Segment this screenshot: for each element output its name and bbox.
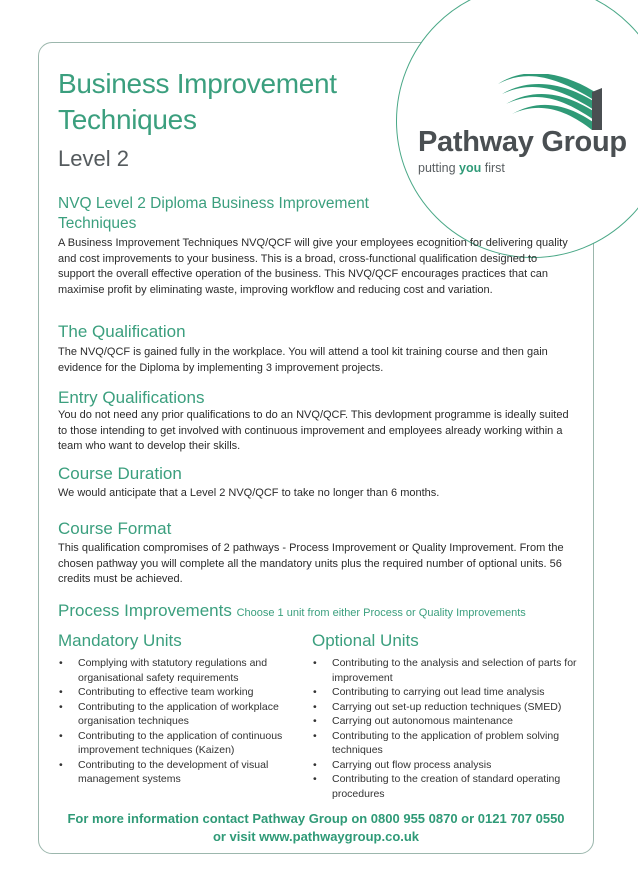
optional-units-list: [312, 656, 580, 801]
section-heading-duration: Course Duration: [58, 464, 182, 483]
section-body-duration: We would anticipate that a Level 2 NVQ/QCF to take no longer than 6 months.: [58, 487, 440, 499]
list-item: • Contributing to carrying out lead time analysis: [312, 685, 580, 700]
section-body-entry: You do not need any prior qualifications to do an NVQ/QCF. This devlopment programme is ideally suited to those intending to get involved with continuous improvement and employees already working within a team who want to develop their skills.: [58, 409, 569, 452]
optional-units-heading: Optional Units: [312, 631, 419, 650]
list-item: • Complying with statutory regulations and organisational safety requirements: [58, 656, 298, 685]
list-item: • Contributing to the application of workplace organisation techniques: [58, 700, 298, 729]
list-item: • Contributing to the application of problem solving techniques: [312, 729, 580, 758]
section-heading-entry: Entry Qualifications: [58, 388, 205, 407]
logo-tagline: putting you first: [418, 161, 505, 175]
section-heading-format: Course Format: [58, 519, 172, 538]
mandatory-units-list: [58, 656, 298, 787]
list-item: • Carrying out autonomous maintenance: [312, 714, 580, 729]
list-item: • Contributing to the creation of standard operating procedures: [312, 772, 580, 801]
list-item: • Contributing to effective team working: [58, 685, 298, 700]
list-item: • Contributing to the development of visual management systems: [58, 758, 298, 787]
section-body-format: This qualification compromises of 2 pathways - Process Improvement or Quality Improvement. From the chosen pathway you will complete all the mandatory units plus the required number of optional units. 56 credits must be achieved.: [58, 542, 564, 585]
contact-phone-line: For more information contact Pathway Group on 0800 955 0870 or 0121 707 0550: [67, 811, 565, 826]
list-item: • Contributing to the application of continuous improvement techniques (Kaizen): [58, 729, 298, 758]
pathway-group-logo: [410, 60, 627, 178]
logo-name: Pathway Group: [418, 126, 627, 158]
section-body-qualification: The NVQ/QCF is gained fully in the workplace. You will attend a tool kit training course and then gain evidence for the Diploma by implementing 3 improvement projects.: [58, 346, 548, 374]
list-item: • Contributing to the analysis and selection of parts for improvement: [312, 656, 580, 685]
intro-paragraph: A Business Improvement Techniques NVQ/QCF will give your employees ecognition for delivering quality and cost improvements to your business. This is a broad, cross-functional qualification designed to support the overall effective operation of the business. This NVQ/QCF encourages practices that can maximise profit by eliminating waste, improving workflow and reducing cost and variation.: [58, 237, 568, 296]
contact-footer: [38, 810, 594, 845]
process-improvements-heading: Process Improvements Choose 1 unit from either Process or Quality Improvements: [58, 601, 526, 620]
mandatory-units-heading: Mandatory Units: [58, 631, 182, 650]
list-item: • Carrying out set-up reduction techniques (SMED): [312, 700, 580, 715]
swoosh-icon: [498, 74, 606, 132]
qualification-subheading: NVQ Level 2 Diploma Business Improvement Techniques: [58, 195, 369, 232]
level-label: Level 2: [58, 146, 129, 171]
contact-web-line[interactable]: or visit www.pathwaygroup.co.uk: [212, 828, 420, 844]
section-heading-qualification: The Qualification: [58, 322, 186, 341]
list-item: • Carrying out flow process analysis: [312, 758, 580, 773]
page-title: Business Improvement Techniques: [58, 68, 337, 135]
